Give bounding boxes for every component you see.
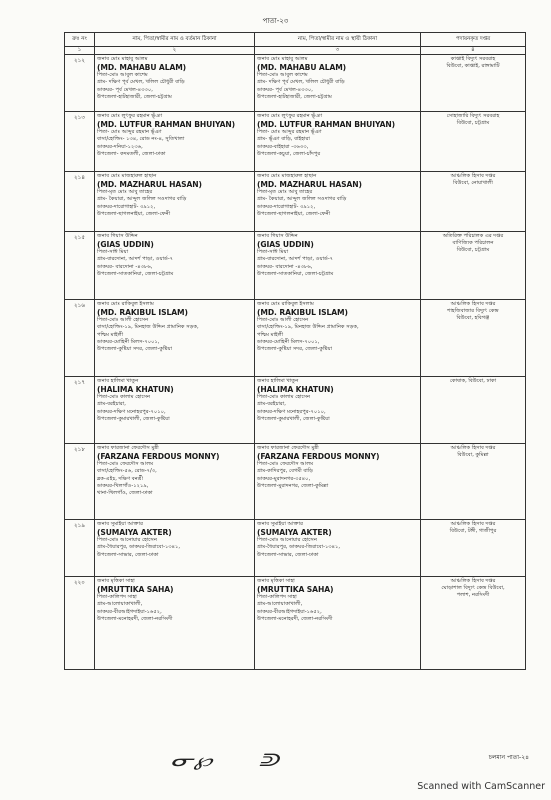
permanent-address-cell bbox=[255, 377, 421, 444]
permanent-address-cell bbox=[255, 232, 421, 300]
address-line: জনাব ফারজানা ফেরদৌস মুন্নী bbox=[97, 445, 159, 451]
present-address-cell bbox=[95, 300, 255, 377]
office-line: আঞ্চলিক হিসাব দপ্তর bbox=[450, 578, 496, 584]
present-address-cell bbox=[95, 377, 255, 444]
permanent-address-cell bbox=[255, 444, 421, 520]
address-line: পিতা-মোঃ আলী হোসেন bbox=[97, 317, 149, 324]
signature-left: ᓂ℘ bbox=[170, 751, 213, 771]
signature-right: ᕲ bbox=[258, 751, 279, 771]
table-body bbox=[65, 55, 526, 670]
person-name-english: (FARZANA FERDOUS MONNY) bbox=[257, 452, 380, 462]
serial-number: ২২০ bbox=[65, 577, 95, 670]
address-line: জনাব মোঃ লুৎফুর রহমান ভূঁঞা bbox=[257, 113, 323, 119]
address-line: ডাকঘর- বারদোনা -৪৩৮৬, bbox=[257, 263, 313, 270]
address-line: গ্রাম-আলোয়াকাখালী, bbox=[257, 601, 303, 608]
address-line: জনাব গিয়াস উদ্দিন bbox=[257, 233, 298, 239]
address-line: জনাব মোঃ রাকিবুল ইসলাম bbox=[257, 301, 314, 307]
address-line: ডাকঘর-দারোগাহাট- ৩৯১২, bbox=[97, 203, 156, 210]
table-row bbox=[65, 55, 526, 112]
address-line: পিতা-মোঃ আনোয়ার হোসেন bbox=[257, 537, 317, 544]
address-line: গ্রাম- কৈয়ারা, আব্দুল জলিল সওদাগর বাড়ি bbox=[97, 196, 187, 203]
person-name-english: (MRUTTIKA SAHA) bbox=[97, 585, 174, 595]
address-line: ব্লক-এইচ, দক্ষিণ বনশ্রী bbox=[97, 475, 144, 482]
person-name-english: (MD. MAHABU ALAM) bbox=[97, 63, 187, 73]
present-address-cell bbox=[95, 55, 255, 112]
office-line: কাপ্তাই বিদ্যুৎ সরবরাহ bbox=[450, 56, 496, 62]
header-present-address: নাম, পিতা/স্বামীর নাম ও বর্তমান ঠিকানা bbox=[95, 33, 255, 47]
column-number: ৪ bbox=[421, 47, 526, 55]
office-line: বিউবো, কাপ্তাই, রাঙ্গামাটি bbox=[446, 63, 500, 70]
address-line: পিতা-মৃত মোঃ আবু তাহের bbox=[257, 189, 313, 196]
posted-office-cell bbox=[421, 55, 526, 112]
posted-office-cell bbox=[421, 232, 526, 300]
office-line: বিউবো, টঙ্গী, গাজীপুর bbox=[449, 528, 497, 535]
person-name-english: (SUMAIYA AKTER) bbox=[257, 528, 332, 538]
permanent-address-cell bbox=[255, 112, 421, 172]
posted-office-cell bbox=[421, 444, 526, 520]
address-line: ডাকঘর-বাইহারা -৩৬৩৩, bbox=[257, 143, 309, 150]
address-line: গ্রাম-আলোয়াকাখালী, bbox=[97, 601, 143, 608]
address-line: গ্রাম-বারদোনা, আদর্শ পাড়া, ওয়ার্ড-৭ bbox=[97, 256, 174, 263]
person-name-english: (MRUTTIKA SAHA) bbox=[257, 585, 334, 595]
address-line: বাসা/হোল্ডিং-১৯, মিনহাজ উদ্দিন প্রামানিক সড়ক, bbox=[97, 324, 199, 331]
address-line: ডাকঘর-দনিয়া-১২৩৬, bbox=[97, 143, 143, 150]
address-line: উপজেলা-হাটহাজারী, জেলা-চট্টগ্রাম bbox=[257, 93, 332, 100]
address-line: পিতা-মোঃ ফেরদৌস আলম bbox=[97, 461, 154, 468]
present-address-cell bbox=[95, 520, 255, 577]
address-line: পিতা-কালিপদ সাহা bbox=[257, 594, 297, 601]
address-line: জনাব মোঃ মাহাবু আলম bbox=[97, 56, 148, 62]
address-line: ডাকঘর-দক্ষিণ মনোহরপুর-৭০১০, bbox=[97, 408, 166, 415]
serial-number: ২১৭ bbox=[65, 377, 95, 444]
office-line: বিউবো, চট্টগ্রাম bbox=[456, 120, 490, 127]
address-line: গ্রাম- দক্ষিণ পূর্ব মেখল, খলিল চৌধুরী বাড়ি bbox=[97, 79, 185, 86]
posted-office-cell bbox=[421, 300, 526, 377]
person-name-english: (MD. MAZHARUL HASAN) bbox=[97, 180, 202, 190]
address-line: পিতা- মোঃ আব্দুর রহমান ভূঁঞা bbox=[257, 129, 322, 136]
address-line: জনাব মোঃ মাজহারুল হাছান bbox=[97, 173, 157, 179]
serial-number: ২১৮ bbox=[65, 444, 95, 520]
address-line: উপজেলা-ছাগলনাইয়া, জেলা-ফেনী bbox=[257, 210, 331, 217]
office-line: ঘোড়াশাল বিদ্যুৎ কেন্দ্র বিউবো, bbox=[441, 585, 505, 592]
address-line: উপজেলা-কুমারখালী, জেলা-কুষ্টিয়া bbox=[97, 415, 170, 422]
address-line: উপজেলা-হাটহাজারী, জেলা-চট্টগ্রাম bbox=[97, 93, 172, 100]
address-line: জনাব গিয়াস উদ্দিন bbox=[97, 233, 138, 239]
address-line: উপজেলা-কুষ্টিয়া সদর, জেলা-কুষ্টিয়া bbox=[97, 346, 173, 353]
header-posted-office: পদায়নকৃত দপ্তর bbox=[421, 33, 526, 47]
table-row bbox=[65, 300, 526, 377]
present-address-cell bbox=[95, 232, 255, 300]
present-address-cell bbox=[95, 172, 255, 232]
address-line: ডাকঘর-বীরআইগদাইয়া-১৬৫২, bbox=[97, 608, 162, 615]
office-line: অতিরিক্ত পরিচালক এর দপ্তর bbox=[442, 233, 504, 239]
table-row bbox=[65, 520, 526, 577]
table-row bbox=[65, 444, 526, 520]
person-name-english: (HALIMA KHATUN) bbox=[97, 385, 174, 395]
serial-number: ২১৫ bbox=[65, 232, 95, 300]
office-line: আঞ্চলিক হিসাব দপ্তর bbox=[450, 301, 496, 307]
office-line: আঞ্চলিক হিসাব দপ্তর bbox=[450, 445, 496, 451]
office-line: আঞ্চলিক হিসাব দপ্তর bbox=[450, 521, 496, 527]
person-name-english: (FARZANA FERDOUS MONNY) bbox=[97, 452, 220, 462]
address-line: গ্রাম-বরইচারা, bbox=[97, 401, 126, 408]
header-row bbox=[65, 33, 526, 47]
address-line: গ্রাম-বারদোনা, আদর্শ পাড়া, ওয়ার্ড-৭ bbox=[257, 256, 334, 263]
address-line: উপজেলা-সাভার, জেলা-ঢাকা bbox=[97, 551, 159, 558]
table-row bbox=[65, 172, 526, 232]
office-line: আঞ্চলিক হিসাব দপ্তর bbox=[450, 173, 496, 179]
permanent-address-cell bbox=[255, 172, 421, 232]
permanent-address-cell bbox=[255, 577, 421, 670]
address-line: জনাব মোঃ মাজহারুল হাছান bbox=[257, 173, 317, 179]
address-line: পিতা-কালিপদ সাহা bbox=[97, 594, 137, 601]
address-line: উপজেলা-কচুয়া, জেলা-চাঁদপুর bbox=[257, 150, 321, 157]
header-permanent-address: নাম, পিতা/স্বামীর নাম ও স্থায়ী ঠিকানা bbox=[255, 33, 421, 47]
address-line: পিতা- মোঃ আব্দুর রহমান ভূঁঞা bbox=[97, 129, 162, 136]
page-number: পাতা-২৩ bbox=[262, 17, 289, 25]
serial-number: ২১৯ bbox=[65, 520, 95, 577]
continuation-note: চলমান পাতা-২৪ bbox=[488, 754, 529, 761]
address-line: ডাকঘর-মুরাদনগর-৩৫৪০, bbox=[257, 475, 311, 482]
posted-office-cell bbox=[421, 577, 526, 670]
address-line: ডাকঘর-দক্ষিণ মনোহরপুর-৭০১০, bbox=[257, 408, 326, 415]
office-line: শাহজিবাজার বিদ্যুৎ কেন্দ্র bbox=[447, 308, 499, 315]
address-line: পিতা-মোঃ আনোয়ার হোসেন bbox=[97, 537, 157, 544]
address-line: গ্রাম-ধৈয়ারপুর, ডাকঘর-জিরাবো-১৩৪১, bbox=[97, 544, 181, 551]
office-line: বিউবো, হবিগঞ্জ bbox=[456, 315, 490, 322]
appointment-table bbox=[64, 32, 526, 670]
address-line: পিতা-মোঃ আবুল কাশেম bbox=[257, 72, 308, 79]
office-line: বাণিজ্যিক পরিচালন bbox=[452, 240, 494, 247]
address-line: পশ্চিম মাইলী bbox=[97, 331, 124, 338]
address-line: উপজেলা-মনোহরদী, জেলা-নরসিংদী bbox=[257, 615, 333, 622]
address-line: জনাব সুমাইয়া আক্তার bbox=[257, 521, 303, 527]
serial-number: ২১২ bbox=[65, 55, 95, 112]
address-line: গ্রাম- দক্ষিণ পূর্ব মেখল, খলিল চৌধুরী বাড়ি bbox=[257, 79, 345, 86]
office-line: কোষাক, বিউবো, ঢাকা bbox=[449, 378, 497, 384]
address-line: জনাব ফারজানা ফেরদৌস মুন্নী bbox=[257, 445, 319, 451]
permanent-address-cell bbox=[255, 520, 421, 577]
posted-office-cell bbox=[421, 377, 526, 444]
serial-number: ২১৬ bbox=[65, 300, 95, 377]
person-name-english: (MD. LUTFUR RAHMAN BHUIYAN) bbox=[97, 120, 236, 130]
address-line: উপজেলা-সাতকানিয়া, জেলা-চট্টগ্রাম bbox=[257, 270, 334, 277]
table-row bbox=[65, 577, 526, 670]
serial-number: ২১৪ bbox=[65, 172, 95, 232]
address-line: জনাব মৃত্তিকা সাহা bbox=[97, 578, 135, 584]
address-line: পিতা-সাঈ মিয়া bbox=[257, 249, 289, 256]
office-line: পলাশ, নরসিংদী bbox=[456, 592, 490, 599]
permanent-address-cell bbox=[255, 300, 421, 377]
address-line: পিতা-মোঃ কালাম হোসেন bbox=[257, 394, 311, 401]
person-name-english: (MD. RAKIBUL ISLAM) bbox=[97, 308, 188, 318]
serial-number: ২১৩ bbox=[65, 112, 95, 172]
address-line: জনাব সুমাইয়া আক্তার bbox=[97, 521, 143, 527]
person-name-english: (MD. RAKIBUL ISLAM) bbox=[257, 308, 348, 318]
address-line: জনাব মোঃ লুৎফুর রহমান ভূঁঞা bbox=[97, 113, 163, 119]
present-address-cell bbox=[95, 444, 255, 520]
address-line: ডাকঘর-মোহিনী মিলস-৭০০১, bbox=[257, 338, 320, 345]
office-line: সোহাজারি বিদ্যুৎ সরবরাহ bbox=[446, 113, 500, 119]
address-line: উপজেলা-মনোহরদী, জেলা-নরসিংদী bbox=[97, 615, 173, 622]
address-line: ডাকঘর- পূর্ব মেখল-৪৩৩০, bbox=[97, 86, 153, 93]
person-name-english: (GIAS UDDIN) bbox=[257, 240, 314, 250]
column-number-row bbox=[65, 47, 526, 55]
address-line: পিতা-সাঈ মিয়া bbox=[97, 249, 129, 256]
person-name-english: (GIAS UDDIN) bbox=[97, 240, 154, 250]
address-line: পিতা-মোঃ আবুল কাশেম bbox=[97, 72, 148, 79]
address-line: ডাকঘর- বারদোনা -৪৩৮৬, bbox=[97, 263, 153, 270]
person-name-english: (SUMAIYA AKTER) bbox=[97, 528, 172, 538]
address-line: জনাব হালিমা খাতুন bbox=[257, 378, 299, 384]
person-name-english: (HALIMA KHATUN) bbox=[257, 385, 334, 395]
address-line: জনাব মৃত্তিকা সাহা bbox=[257, 578, 295, 584]
address-line: উপজেলা-মুরাদনগর, জেলা-কুমিল্লা bbox=[257, 482, 329, 489]
office-line: বিউবো, নোয়াখালী bbox=[453, 180, 493, 187]
header-serial: ক্রঃ নং bbox=[65, 33, 95, 47]
address-line: ডাকঘর-খিলগাঁও-১২১৯, bbox=[97, 482, 149, 489]
posted-office-cell bbox=[421, 172, 526, 232]
address-line: জনাব মোঃ রাকিবুল ইসলাম bbox=[97, 301, 154, 307]
column-number: ৩ bbox=[255, 47, 421, 55]
address-line: গ্রাম-ধৈয়ারপুর, ডাকঘর-জিরাবো-১৩৪১, bbox=[257, 544, 341, 551]
address-line: পিতা-মৃত মোঃ আবু তাহের bbox=[97, 189, 153, 196]
address-line: পশ্চিম মাইলী bbox=[257, 331, 284, 338]
posted-office-cell bbox=[421, 112, 526, 172]
address-line: বাসা/হোল্ডিং-৫৬, রোড-৭/৩, bbox=[97, 468, 157, 475]
person-name-english: (MD. MAZHARUL HASAN) bbox=[257, 180, 362, 190]
posted-office-cell bbox=[421, 520, 526, 577]
address-line: উপজেলা-সাতকানিয়া, জেলা-চট্টগ্রাম bbox=[97, 270, 174, 277]
address-line: ডাকঘর-দারোগাহাট- ৩৯১২, bbox=[257, 203, 316, 210]
table-row bbox=[65, 112, 526, 172]
table-row bbox=[65, 377, 526, 444]
present-address-cell bbox=[95, 577, 255, 670]
address-line: বাসা/হোল্ডিং-১৯, মিনহাজ উদ্দিন প্রামানিক সড়ক, bbox=[257, 324, 359, 331]
scanner-watermark: Scanned with CamScanner bbox=[417, 781, 545, 792]
address-line: গ্রাম- কৈয়ারা, আব্দুল জলিল সওদাগর বাড়ি bbox=[257, 196, 347, 203]
address-line: পিতা-মোঃ আলী হোসেন bbox=[257, 317, 309, 324]
address-line: গ্রাম- ভূঁঞা বাড়ি, বাইহারা bbox=[257, 136, 310, 143]
person-name-english: (MD. MAHABU ALAM) bbox=[257, 63, 347, 73]
address-line: উপজেলা- কদমতলী, জেলা-ঢাকা bbox=[97, 150, 166, 157]
permanent-address-cell bbox=[255, 55, 421, 112]
address-line: পিতা-মোঃ ফেরদৌস আলম bbox=[257, 461, 314, 468]
address-line: জনাব হালিমা খাতুন bbox=[97, 378, 139, 384]
column-number: ১ bbox=[65, 47, 95, 55]
address-line: ডাকঘর-বীরআইগদাইয়া-১৬৫২, bbox=[257, 608, 322, 615]
address-line: পিতা-মোঃ কালাম হোসেন bbox=[97, 394, 151, 401]
address-line: ডাকঘর-মোহিনী মিলস-৭০০১, bbox=[97, 338, 160, 345]
address-line: ডাকঘর- পূর্ব মেখল-৪৩৩০, bbox=[257, 86, 313, 93]
address-line: উপজেলা-কুমারখালী, জেলা-কুষ্টিয়া bbox=[257, 415, 330, 422]
table-row bbox=[65, 232, 526, 300]
office-line: বিউবো, কুমিল্লা bbox=[457, 452, 489, 459]
address-line: উপজেলা-ছাগলনাইয়া, জেলা-ফেনী bbox=[97, 210, 171, 217]
address-line: থানা-খিলগাঁও, জেলা-ঢাকা bbox=[97, 490, 153, 497]
address-line: গ্রাম-বরইচারা, bbox=[257, 401, 286, 408]
address-line: বাসা/হোল্ডিং- ১৩৪, রোড নং-৪, সুতিখালা bbox=[97, 136, 185, 143]
address-line: উপজেলা-সাভার, জেলা-ঢাকা bbox=[257, 551, 319, 558]
address-line: গ্রাম-কাদিরপুর, বেগমী বাড়ি bbox=[257, 468, 313, 475]
column-number: ২ bbox=[95, 47, 255, 55]
office-line: বিউবো, চট্টগ্রাম bbox=[456, 247, 490, 254]
person-name-english: (MD. LUTFUR RAHMAN BHUIYAN) bbox=[257, 120, 396, 130]
address-line: জনাব মোঃ মাহাবু আলম bbox=[257, 56, 308, 62]
address-line: উপজেলা-কুষ্টিয়া সদর, জেলা-কুষ্টিয়া bbox=[257, 346, 333, 353]
present-address-cell bbox=[95, 112, 255, 172]
